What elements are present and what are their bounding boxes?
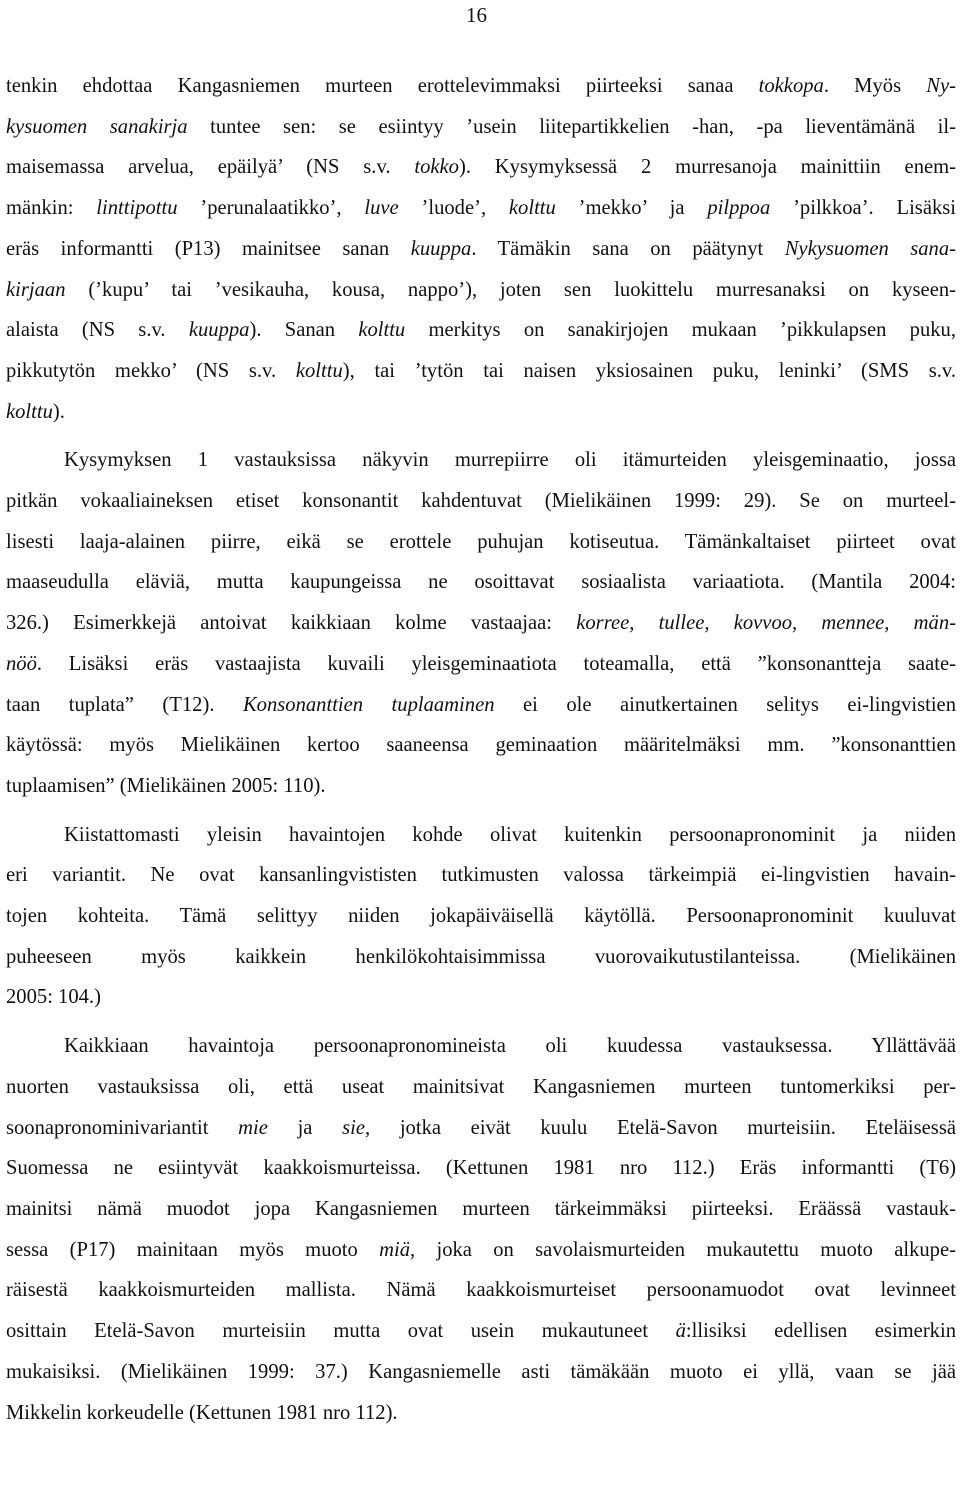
text-run: 326.) Esimerkkejä antoivat kaikkiaan kolme vastaajaa: xyxy=(6,612,577,635)
text-run: tuplaamisen” (Mielikäinen 2005: 110). xyxy=(6,774,326,797)
text-run: , jotka eivät kuulu Etelä-Savon murteisiin. Eteläisessä xyxy=(365,1116,956,1139)
page-number: 16 xyxy=(466,3,487,27)
text-run: Mikkelin korkeudelle (Kettunen 1981 nro 112). xyxy=(6,1401,398,1424)
text-run: lisesti laaja-alainen piirre, eikä se erottele puhujan kotiseutua. Tämänkaltaiset piirteet ovat xyxy=(6,530,956,553)
text-run: pikkutytön mekko’ (NS s.v. xyxy=(6,359,296,382)
italic-text: kolttu xyxy=(508,197,556,220)
text-run: . Lisäksi eräs vastaajista kuvaili yleisgeminaatiota toteamalla, että ”konsonantteja saate- xyxy=(36,652,956,675)
italic-text: korree, tullee, kovvoo, mennee, män- xyxy=(576,612,957,635)
paragraph-gap xyxy=(6,807,956,815)
text-line xyxy=(6,1352,956,1393)
italic-text: sie xyxy=(342,1116,365,1139)
text-line xyxy=(6,481,956,522)
text-run: osittain Etelä-Savon murteisiin mutta ovat usein mukautuneet xyxy=(6,1320,676,1343)
text-run: (’kupu’ tai ’vesikauha, kousa, nappo’), joten sen luokittelu murresanaksi on kyseen- xyxy=(65,278,956,301)
text-run: eräs informantti (P13) mainitsee sanan xyxy=(6,237,411,260)
paragraph xyxy=(6,66,956,432)
text-run: merkitys on sanakirjojen mukaan ’pikkulapsen puku, xyxy=(405,319,957,342)
text-line xyxy=(6,1230,956,1271)
text-run: ), tai ’tytön tai naisen yksiosainen puku, leninki’ (SMS s.v. xyxy=(342,359,957,382)
italic-text: miä xyxy=(379,1238,411,1261)
paragraph xyxy=(6,440,956,806)
italic-text: nöö xyxy=(6,652,37,675)
text-run: ja xyxy=(267,1116,343,1139)
italic-text: kuuppa xyxy=(410,237,472,260)
text-line xyxy=(6,1393,956,1434)
text-line xyxy=(6,562,956,603)
document-body xyxy=(6,66,956,1433)
text-run: tuntee sen: se esiintyy ’usein liitepartikkelien -han, -pa lieventämänä il- xyxy=(187,115,956,138)
text-run: :llisiksi edellisen esimerkin xyxy=(685,1320,956,1343)
paragraph-gap xyxy=(6,432,956,440)
text-run: ). Sanan xyxy=(249,319,359,342)
text-run: ei ole ainutkertainen selitys ei-lingvistien xyxy=(494,693,956,716)
text-line xyxy=(6,725,956,766)
text-run: Kiistattomasti yleisin havaintojen kohde olivat kuitenkin persoonapronominit ja niiden xyxy=(64,823,956,846)
text-run: mukaisiksi. (Mielikäinen 1999: 37.) Kangasniemelle asti tämäkään muoto ei yllä, vaan se jää xyxy=(6,1360,956,1383)
text-run: ’pilkkoa’. Lisäksi xyxy=(770,197,956,220)
text-line xyxy=(6,66,956,107)
text-line xyxy=(6,107,956,148)
italic-text: kolttu xyxy=(358,319,406,342)
text-run: ’perunalaatikko’, xyxy=(177,197,365,220)
text-run: eri variantit. Ne ovat kansanlingvististen tutkimusten valossa tärkeimpiä ei-lingvistien havain- xyxy=(6,864,956,887)
text-line xyxy=(6,1189,956,1230)
text-run: taan tuplata” (T12). xyxy=(6,693,243,716)
text-line xyxy=(6,522,956,563)
italic-text: kirjaan xyxy=(6,278,66,301)
italic-text: kolttu xyxy=(295,359,343,382)
italic-text: mie xyxy=(238,1116,268,1139)
italic-text: kolttu xyxy=(6,400,53,423)
text-line xyxy=(6,644,956,685)
text-line xyxy=(6,896,956,937)
italic-text: luve xyxy=(364,197,399,220)
text-line xyxy=(6,603,956,644)
text-run: . Myös xyxy=(823,75,927,97)
text-run: sessa (P17) mainitaan myös muoto xyxy=(6,1238,380,1261)
text-line xyxy=(6,147,956,188)
text-line xyxy=(6,351,956,392)
paragraph xyxy=(6,815,956,1019)
text-run: , joka on savolaismurteiden mukautettu muoto alkupe- xyxy=(410,1238,956,1261)
text-line xyxy=(6,685,956,726)
text-line xyxy=(6,270,956,311)
text-run: käytössä: myös Mielikäinen kertoo saaneensa geminaation määritelmäksi mm. ”konsonanttien xyxy=(6,734,956,757)
text-line xyxy=(6,310,956,351)
italic-text: kuuppa xyxy=(188,319,250,342)
italic-text: pilppoa xyxy=(707,197,771,220)
text-line xyxy=(6,1067,956,1108)
italic-text: ä xyxy=(675,1320,686,1343)
text-run: puheeseen myös kaikkein henkilökohtaisimmissa vuorovaikutustilanteissa. (Mielikäinen xyxy=(6,945,956,968)
paragraph xyxy=(6,1026,956,1433)
text-run: tenkin ehdottaa Kangasniemen murteen erottelevimmaksi piirteeksi sanaa xyxy=(6,75,759,97)
text-line xyxy=(6,815,956,856)
italic-text: tokko xyxy=(414,156,459,179)
text-line xyxy=(6,440,956,481)
text-run: Kaikkiaan havaintoja persoonapronomineista oli kuudessa vastauksessa. Yllättävää xyxy=(64,1035,956,1058)
text-line xyxy=(6,1026,956,1067)
text-line xyxy=(6,977,956,1018)
text-run: räisestä kaakkoismurteiden mallista. Nämä kaakkoismurteiset persoonamuodot ovat levinneet xyxy=(6,1279,956,1302)
text-run: soonapronominivariantit xyxy=(6,1116,239,1139)
text-line xyxy=(6,1108,956,1149)
italic-text: Nykysuomen sana- xyxy=(784,237,956,260)
text-run: maisemassa arvelua, epäilyä’ (NS s.v. xyxy=(6,156,415,179)
text-run: alaista (NS s.v. xyxy=(6,319,189,342)
paragraph-gap xyxy=(6,1018,956,1026)
text-run: pitkän vokaaliaineksen etiset konsonantit kahdentuvat (Mielikäinen 1999: 29). Se on murteel- xyxy=(6,490,956,513)
text-run: mänkin: xyxy=(6,197,97,220)
text-line xyxy=(6,766,956,807)
text-run: Suomessa ne esiintyvät kaakkoismurteissa. (Kettunen 1981 nro 112.) Eräs informantti (T6) xyxy=(6,1157,956,1180)
text-run: ). Kysymyksessä 2 murresanoja mainittiin enem- xyxy=(458,156,957,179)
italic-text: Konsonanttien tuplaaminen xyxy=(242,693,495,716)
italic-text: tokkopa xyxy=(758,75,824,97)
text-run: ). xyxy=(52,400,65,423)
text-line xyxy=(6,1270,956,1311)
text-line xyxy=(6,1311,956,1352)
text-line xyxy=(6,937,956,978)
italic-text: kysuomen sanakirja xyxy=(6,115,188,138)
text-run: mainitsi nämä muodot jopa Kangasniemen murteen tärkeimmäksi piirteeksi. Eräässä vastauk- xyxy=(6,1197,956,1220)
italic-text: linttipottu xyxy=(96,197,178,220)
text-run: ’luode’, xyxy=(398,197,509,220)
text-line xyxy=(6,229,956,270)
text-run: Kysymyksen 1 vastauksissa näkyvin murrepiirre oli itämurteiden yleisgeminaatio, jossa xyxy=(64,449,956,472)
text-run: nuorten vastauksissa oli, että useat mainitsivat Kangasniemen murteen tuntomerkiksi per- xyxy=(6,1075,956,1098)
italic-text: Ny- xyxy=(926,75,956,97)
text-run: maaseudulla eläviä, mutta kaupungeissa ne osoittavat sosiaalista variaatiota. (Mantila 2004: xyxy=(6,571,956,594)
text-run: . Tämäkin sana on päätynyt xyxy=(471,237,785,260)
text-run: tojen kohteita. Tämä selittyy niiden jokapäiväisellä käytöllä. Persoonapronominit kuuluvat xyxy=(6,905,956,928)
text-run: 2005: 104.) xyxy=(6,986,101,1009)
text-line xyxy=(6,855,956,896)
text-line xyxy=(6,188,956,229)
text-run: ’mekko’ ja xyxy=(555,197,708,220)
text-line xyxy=(6,392,956,433)
text-line xyxy=(6,1148,956,1189)
